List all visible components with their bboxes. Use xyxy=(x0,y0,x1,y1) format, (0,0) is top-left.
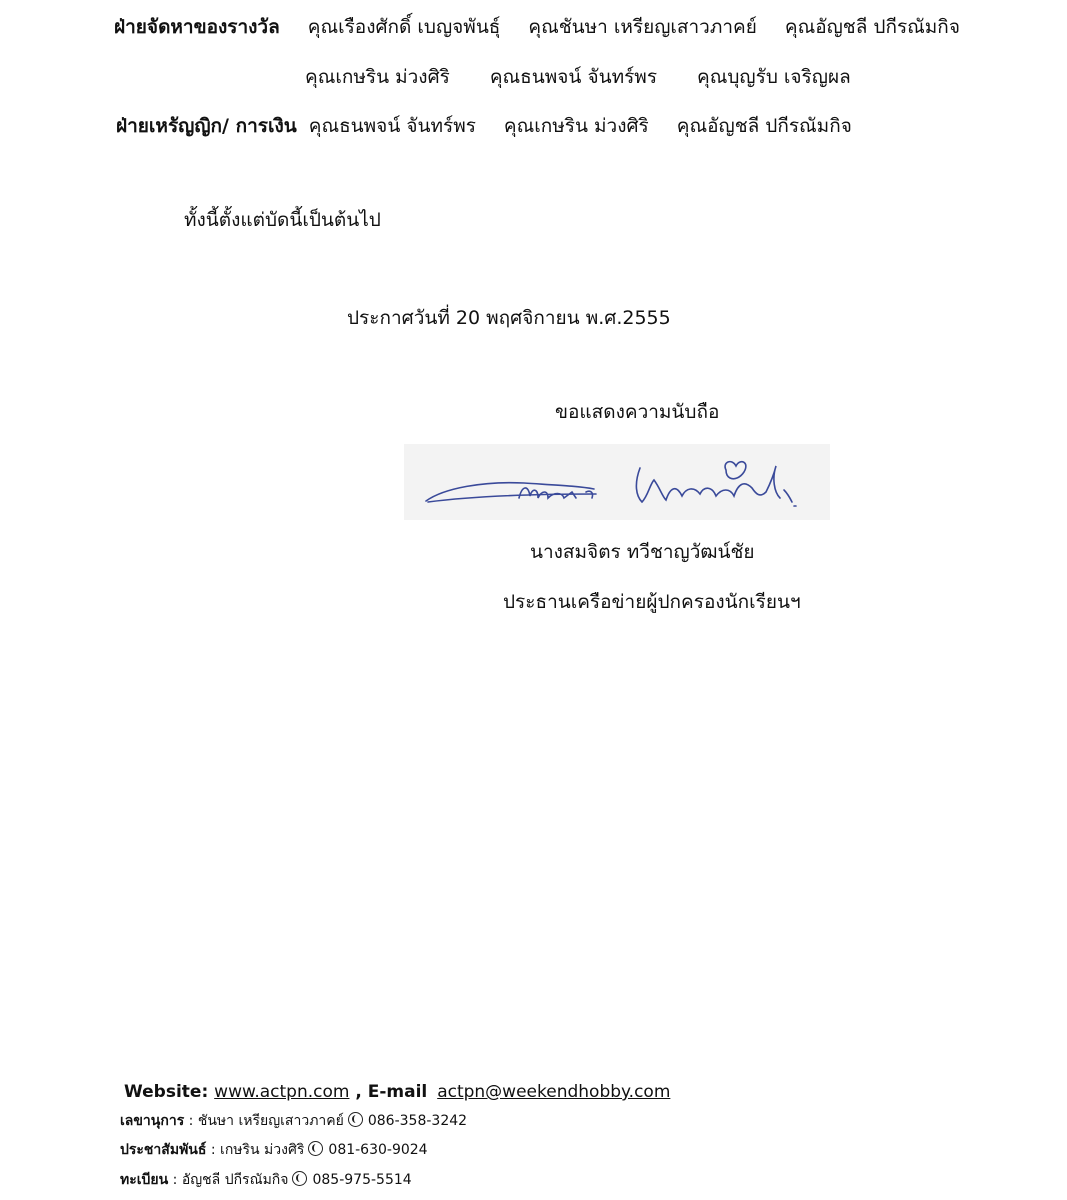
contact-pr: ประชาสัมพันธ์ : เกษริน ม่วงศิริ 081-630-9024 xyxy=(120,1142,428,1158)
committee-member: คุณชันษา เหรียญเสาวภาคย์ xyxy=(528,16,757,38)
website-link[interactable]: www.actpn.com xyxy=(214,1082,350,1102)
contact-phone: 086-358-3242 xyxy=(367,1113,468,1129)
phone-icon xyxy=(308,1141,323,1156)
separator: , xyxy=(355,1082,362,1102)
signature-image xyxy=(404,444,830,520)
contact-role: ประชาสัมพันธ์ xyxy=(120,1142,207,1158)
closing-salutation: ขอแสดงความนับถือ xyxy=(555,401,720,423)
committee-member: คุณบุญรับ เจริญผล xyxy=(697,66,851,88)
committee-member: คุณเรืองศักดิ์ เบญจพันธุ์ xyxy=(307,16,501,38)
email-link[interactable]: actpn@weekendhobby.com xyxy=(437,1082,671,1102)
effective-statement: ทั้งนี้ตั้งแต่บัดนี้เป็นต้นไป xyxy=(184,209,381,231)
contact-registration: ทะเบียน : อัญชลี ปกีรณัมกิจ 085-975-5514 xyxy=(120,1172,412,1188)
phone-icon xyxy=(292,1171,307,1186)
announcement-date: ประกาศวันที่ 20 พฤศจิกายน พ.ศ.2555 xyxy=(347,307,671,329)
contact-name: ชันษา เหรียญเสาวภาคย์ xyxy=(197,1113,344,1129)
committee-member: คุณอัญชลี ปกีรณัมกิจ xyxy=(784,16,960,38)
committee-member: คุณอัญชลี ปกีรณัมกิจ xyxy=(676,115,852,137)
contact-phone: 081-630-9024 xyxy=(328,1142,428,1158)
contact-name: อัญชลี ปกีรณัมกิจ xyxy=(181,1172,289,1188)
committee-member: คุณเกษริน ม่วงศิริ xyxy=(305,66,450,88)
prize-committee-row xyxy=(114,15,960,39)
signer-name: นางสมจิตร ทวีชาญวัฒน์ชัย xyxy=(530,541,755,563)
contact-name: เกษริน ม่วงศิริ xyxy=(220,1142,305,1158)
committee-member: คุณธนพจน์ จันทร์พร xyxy=(489,66,658,88)
contact-secretary: เลขานุการ : ชันษา เหรียญเสาวภาคย์ 086-358-3242 xyxy=(120,1113,468,1129)
committee-member: คุณเกษริน ม่วงศิริ xyxy=(503,115,649,137)
footer-web-line: Website: www.actpn.com , E-mail actpn@weekendhobby.com xyxy=(124,1082,671,1102)
contact-role: เลขานุการ xyxy=(120,1113,185,1129)
website-label: Website xyxy=(124,1082,202,1102)
prize-committee-row-2 xyxy=(305,65,851,89)
prize-committee-label: ฝ่ายจัดหาของรางวัล xyxy=(114,16,280,38)
phone-icon xyxy=(348,1112,363,1127)
signer-position: ประธานเครือข่ายผู้ปกครองนักเรียนฯ xyxy=(503,591,801,613)
finance-committee-row xyxy=(116,114,852,138)
contact-role: ทะเบียน xyxy=(120,1172,169,1188)
email-label: E-mail xyxy=(367,1082,428,1102)
finance-committee-label: ฝ่ายเหรัญญิก/ การเงิน xyxy=(116,115,297,137)
contact-phone: 085-975-5514 xyxy=(312,1172,412,1188)
committee-member: คุณธนพจน์ จันทร์พร xyxy=(308,115,476,137)
